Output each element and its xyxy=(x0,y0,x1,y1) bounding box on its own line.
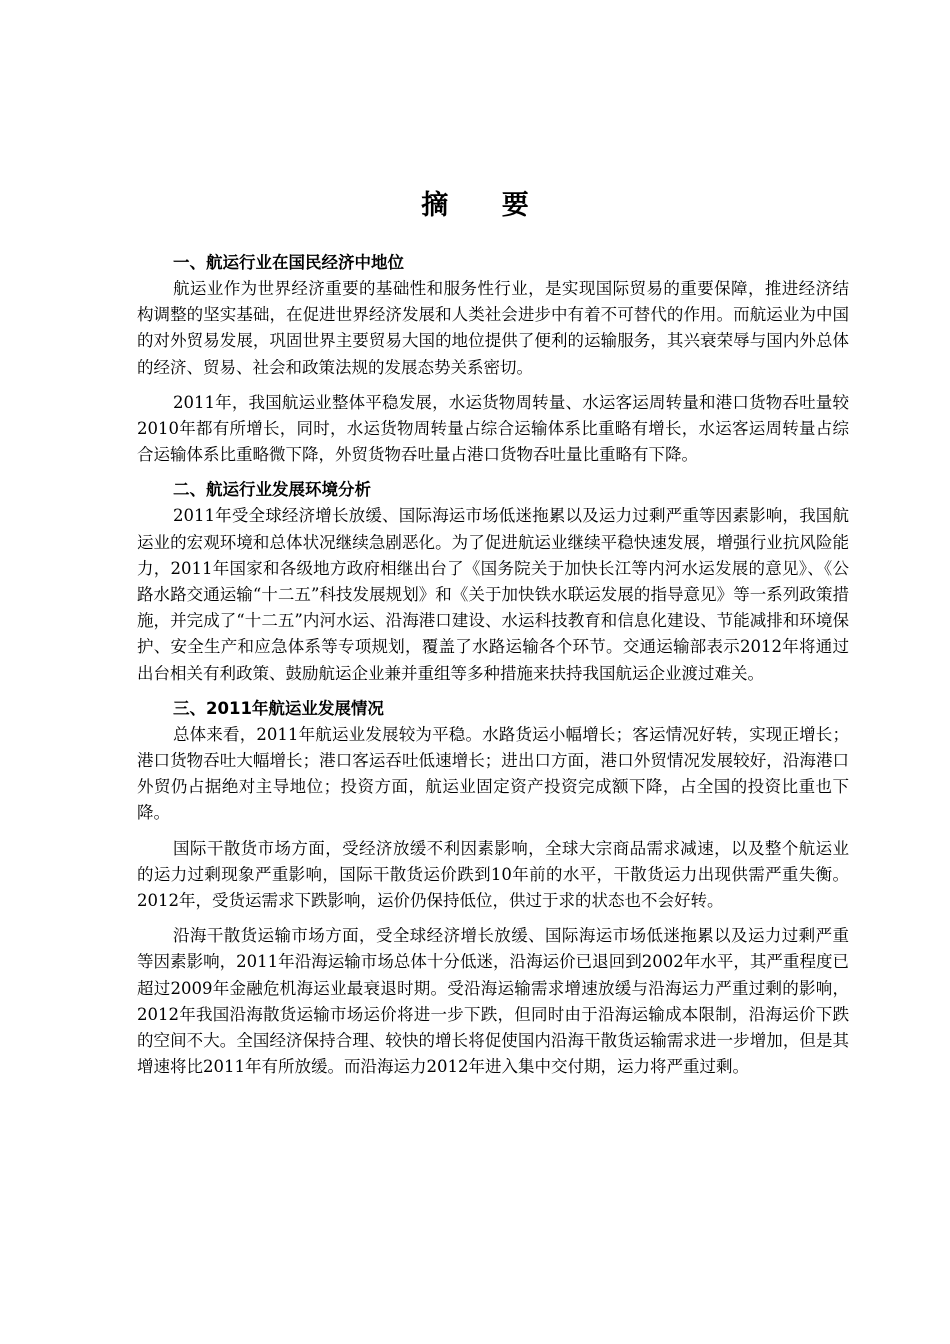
paragraph: 2011年受全球经济增长放缓、国际海运市场低迷拖累以及运力过剩严重等因素影响，我国航运业的宏观环境和总体状况继续急剧恶化。为了促进航运业继续平稳快速发展，增强行业抗风险能力，2011年国家和各级地方政府相继出台了《国务院关于加快长江等内河水运发展的意见》、《公路水路交通运输“十二五”科技发展规划》和《关于加快铁水联运发展的指导意见》等一系列政策措施，并完成了“十二五”内河水运、沿海港口建设、水运科技教育和信息化建设、节能减排和环境保护、安全生产和应急体系等专项规划，覆盖了水路运输各个环节。交通运输部表示2012年将通过出台相关有利政策、鼓励航运企业兼并重组等多种措施来扶持我国航运企业渡过难关。 xyxy=(137,506,849,683)
paragraph: 总体来看，2011年航运业发展较为平稳。水路货运小幅增长；客运情况好转，实现正增长；港口货物吞吐大幅增长；港口客运吞吐低速增长；进出口方面，港口外贸情况发展较好，沿海港口外贸仍占据绝对主导地位；投资方面，航运业固定资产投资完成额下降，占全国的投资比重也下降。 xyxy=(137,724,849,823)
abstract-body xyxy=(137,250,849,1080)
paragraph: 2011年，我国航运业整体平稳发展，水运货物周转量、水运客运周转量和港口货物吞吐量较2010年都有所增长，同时，水运货物周转量占综合运输体系比重略有增长，水运客运周转量占综合运输体系比重略微下降，外贸货物吞吐量占港口货物吞吐量比重略有下降。 xyxy=(137,392,849,465)
paragraph: 航运业作为世界经济重要的基础性和服务性行业，是实现国际贸易的重要保障，推进经济结构调整的坚实基础，在促进世界经济发展和人类社会进步中有着不可替代的作用。而航运业为中国的对外贸易发展，巩固世界主要贸易大国的地位提供了便利的运输服务，其兴衰荣辱与国内外总体的经济、贸易、社会和政策法规的发展态势关系密切。 xyxy=(137,279,849,377)
section-heading-2: 二、航运行业发展环境分析 xyxy=(173,480,371,500)
page-title: 摘 要 xyxy=(421,190,551,221)
section-heading-1: 一、航运行业在国民经济中地位 xyxy=(173,253,404,272)
paragraph: 沿海干散货运输市场方面，受全球经济增长放缓、国际海运市场低迷拖累以及运力过剩严重等因素影响，2011年沿海运输市场总体十分低迷，沿海运价已退回到2002年水平，其严重程度已超过2009年金融危机海运业最衰退时期。受沿海运输需求增速放缓与沿海运力严重过剩的影响，2012年我国沿海散货运输市场运价将进一步下跌，但同时由于沿海运输成本限制，沿海运价下跌的空间不大。全国经济保持合理、较快的增长将促使国内沿海干散货运输需求进一步增加，但是其增速将比2011年有所放缓。而沿海运力2012年进入集中交付期，运力将严重过剩。 xyxy=(137,926,849,1077)
paragraph: 国际干散货市场方面，受经济放缓不利因素影响，全球大宗商品需求减速，以及整个航运业的运力过剩现象严重影响，国际干散货运价跌到10年前的水平，干散货运力出现供需严重失衡。2012年，受货运需求下跌影响，运价仍保持低位，供过于求的状态也不会好转。 xyxy=(137,838,849,911)
section-heading-3: 三、2011年航运业发展情况 xyxy=(173,698,384,718)
